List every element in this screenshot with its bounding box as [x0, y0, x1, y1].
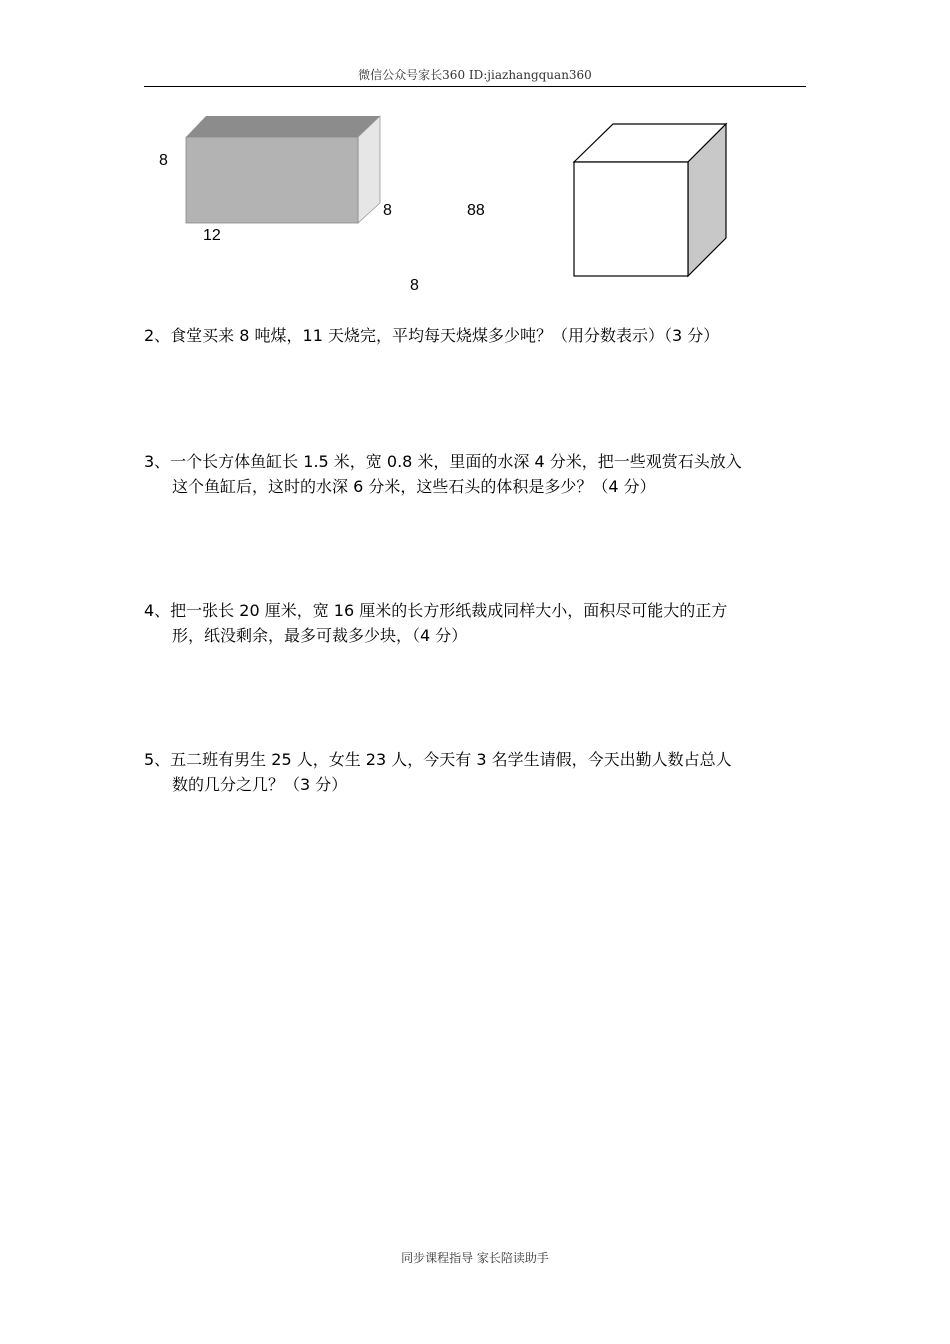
cube-side-label-a: 88 — [467, 202, 485, 219]
cuboid-length-label: 12 — [203, 227, 221, 244]
question-5-line2: 数的几分之几？（3 分） — [172, 775, 348, 794]
question-3-line2: 这个鱼缸后，这时的水深 6 分米，这些石头的体积是多少？（4 分） — [172, 477, 656, 496]
question-5 — [144, 747, 814, 797]
question-2-line1: 2、食堂买来 8 吨煤，11 天烧完，平均每天烧煤多少吨？（用分数表示）（3 分） — [144, 326, 720, 345]
cube-front-face — [574, 162, 688, 276]
page-footer: 同步课程指导 家长陪读助手 — [401, 1251, 549, 1265]
question-4-line1: 4、把一张长 20 厘米，宽 16 厘米的长方形纸裁成同样大小，面积尽可能大的正方 — [144, 601, 728, 620]
question-3-line1: 3、一个长方体鱼缸长 1.5 米，宽 0.8 米，里面的水深 4 分米，把一些观赏石头放入 — [144, 452, 742, 471]
question-4-line2: 形，纸没剩余，最多可裁多少块，（4 分） — [172, 626, 468, 645]
cuboid-depth-label: 8 — [383, 202, 392, 219]
cuboid-top-face — [186, 116, 380, 137]
question-4 — [144, 598, 814, 648]
figures-area — [0, 0, 950, 320]
cube-side-label-b: 8 — [410, 277, 419, 294]
cuboid-front-face — [186, 137, 358, 223]
cuboid-height-label: 8 — [159, 152, 168, 169]
question-2 — [144, 323, 814, 348]
question-5-line1: 5、五二班有男生 25 人，女生 23 人，今天有 3 名学生请假，今天出勤人数占总人 — [144, 750, 732, 769]
page-header: 微信公众号家长360 ID:jiazhangquan360 — [144, 66, 806, 87]
question-3 — [144, 449, 814, 499]
